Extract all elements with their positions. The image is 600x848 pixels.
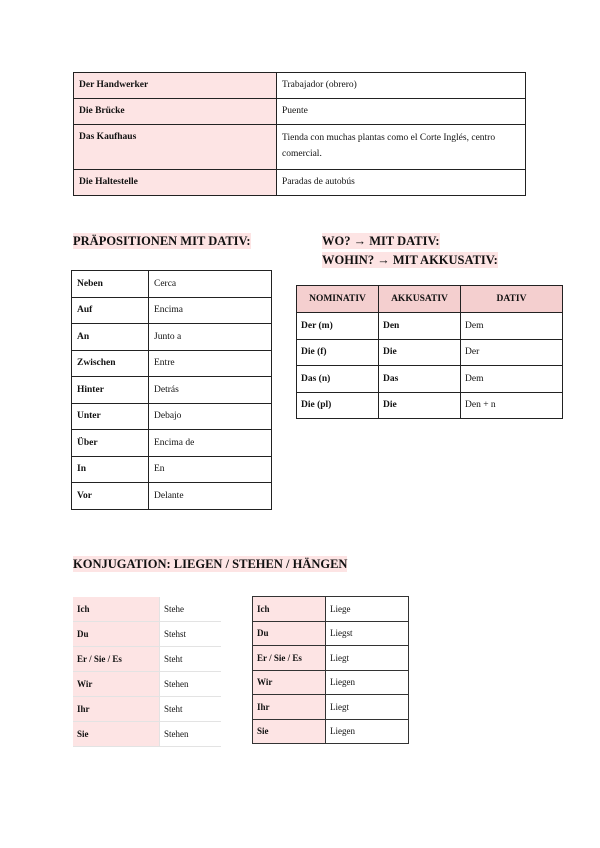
nominativ-cell: Der (m) bbox=[297, 313, 379, 340]
table-row bbox=[297, 392, 563, 419]
preposition-es: Detrás bbox=[149, 377, 272, 404]
vocabulary-table bbox=[73, 72, 526, 196]
akkusativ-cell: Den bbox=[378, 313, 460, 340]
preposition-de: Auf bbox=[72, 297, 149, 324]
table-row bbox=[253, 695, 409, 720]
pronoun: Ihr bbox=[253, 695, 326, 720]
table-row bbox=[253, 670, 409, 695]
table-row bbox=[72, 297, 272, 324]
table-row bbox=[72, 271, 272, 298]
preposition-de: Zwischen bbox=[72, 350, 149, 377]
preposition-de: Unter bbox=[72, 403, 149, 430]
table-row bbox=[297, 339, 563, 366]
verb-form: Stehen bbox=[160, 672, 222, 697]
preposition-es: Junto a bbox=[149, 324, 272, 351]
preposition-de: Vor bbox=[72, 483, 149, 510]
pronoun: Er / Sie / Es bbox=[253, 646, 326, 671]
table-row bbox=[72, 403, 272, 430]
spanish-translation: Trabajador (obrero) bbox=[277, 73, 526, 99]
akkusativ-cell: Die bbox=[378, 339, 460, 366]
liegen-conjugation-table bbox=[252, 596, 409, 744]
wohin-heading: WOHIN? → MIT AKKUSATIV: bbox=[322, 253, 498, 267]
pronoun: Sie bbox=[253, 719, 326, 744]
table-row bbox=[73, 647, 221, 672]
pronoun: Ich bbox=[253, 597, 326, 622]
prepositions-table bbox=[71, 270, 272, 510]
preposition-es: Encima bbox=[149, 297, 272, 324]
nominativ-cell: Die (f) bbox=[297, 339, 379, 366]
pronoun: Ich bbox=[73, 597, 160, 622]
stehen-conjugation-table bbox=[73, 597, 221, 747]
verb-form: Liegen bbox=[326, 719, 409, 744]
verb-form: Liegt bbox=[326, 695, 409, 720]
table-row bbox=[253, 719, 409, 744]
dativ-cell: Den + n bbox=[461, 392, 563, 419]
header-dativ: DATIV bbox=[461, 286, 563, 313]
table-row bbox=[74, 73, 526, 99]
preposition-es: Encima de bbox=[149, 430, 272, 457]
prepositions-heading: PRÄPOSITIONEN MIT DATIV: bbox=[73, 234, 251, 248]
conjugation-heading: KONJUGATION: LIEGEN / STEHEN / HÄNGEN bbox=[73, 557, 348, 571]
table-header-row bbox=[297, 286, 563, 313]
pronoun: Wir bbox=[73, 672, 160, 697]
spanish-translation: Puente bbox=[277, 99, 526, 125]
german-term: Die Haltestelle bbox=[74, 170, 277, 196]
verb-form: Steht bbox=[160, 697, 222, 722]
table-row bbox=[72, 483, 272, 510]
table-row bbox=[73, 722, 221, 747]
verb-form: Stehe bbox=[160, 597, 222, 622]
preposition-de: Hinter bbox=[72, 377, 149, 404]
table-row bbox=[72, 430, 272, 457]
table-row bbox=[253, 646, 409, 671]
preposition-de: In bbox=[72, 456, 149, 483]
verb-form: Liege bbox=[326, 597, 409, 622]
verb-form: Stehen bbox=[160, 722, 222, 747]
table-row bbox=[74, 170, 526, 196]
pronoun: Sie bbox=[73, 722, 160, 747]
preposition-es: Cerca bbox=[149, 271, 272, 298]
preposition-es: En bbox=[149, 456, 272, 483]
table-row bbox=[72, 324, 272, 351]
table-row bbox=[253, 621, 409, 646]
dativ-cell: Dem bbox=[461, 366, 563, 393]
preposition-es: Entre bbox=[149, 350, 272, 377]
nominativ-cell: Das (n) bbox=[297, 366, 379, 393]
preposition-es: Debajo bbox=[149, 403, 272, 430]
dativ-cell: Der bbox=[461, 339, 563, 366]
german-term: Das Kaufhaus bbox=[74, 125, 277, 170]
verb-form: Steht bbox=[160, 647, 222, 672]
table-row bbox=[74, 99, 526, 125]
table-row bbox=[72, 377, 272, 404]
verb-form: Liegst bbox=[326, 621, 409, 646]
akkusativ-cell: Die bbox=[378, 392, 460, 419]
table-row bbox=[297, 366, 563, 393]
header-akkusativ: AKKUSATIV bbox=[378, 286, 460, 313]
table-row bbox=[74, 125, 526, 170]
preposition-de: Neben bbox=[72, 271, 149, 298]
preposition-de: Über bbox=[72, 430, 149, 457]
spanish-translation: Tienda con muchas plantas como el Corte Inglés, centro comercial. bbox=[277, 125, 526, 170]
nominativ-cell: Die (pl) bbox=[297, 392, 379, 419]
dativ-cell: Dem bbox=[461, 313, 563, 340]
table-row bbox=[73, 597, 221, 622]
german-term: Der Handwerker bbox=[74, 73, 277, 99]
table-row bbox=[73, 672, 221, 697]
table-row bbox=[72, 456, 272, 483]
table-row bbox=[73, 697, 221, 722]
preposition-es: Delante bbox=[149, 483, 272, 510]
header-nominativ: NOMINATIV bbox=[297, 286, 379, 313]
table-row bbox=[73, 622, 221, 647]
verb-form: Liegt bbox=[326, 646, 409, 671]
wo-heading: WO? → MIT DATIV: bbox=[322, 234, 440, 248]
pronoun: Ihr bbox=[73, 697, 160, 722]
table-row bbox=[72, 350, 272, 377]
spanish-translation: Paradas de autobús bbox=[277, 170, 526, 196]
german-term: Die Brücke bbox=[74, 99, 277, 125]
table-row bbox=[297, 313, 563, 340]
verb-form: Liegen bbox=[326, 670, 409, 695]
cases-table bbox=[296, 285, 563, 419]
verb-form: Stehst bbox=[160, 622, 222, 647]
table-row bbox=[253, 597, 409, 622]
pronoun: Du bbox=[253, 621, 326, 646]
preposition-de: An bbox=[72, 324, 149, 351]
pronoun: Wir bbox=[253, 670, 326, 695]
pronoun: Du bbox=[73, 622, 160, 647]
pronoun: Er / Sie / Es bbox=[73, 647, 160, 672]
akkusativ-cell: Das bbox=[378, 366, 460, 393]
